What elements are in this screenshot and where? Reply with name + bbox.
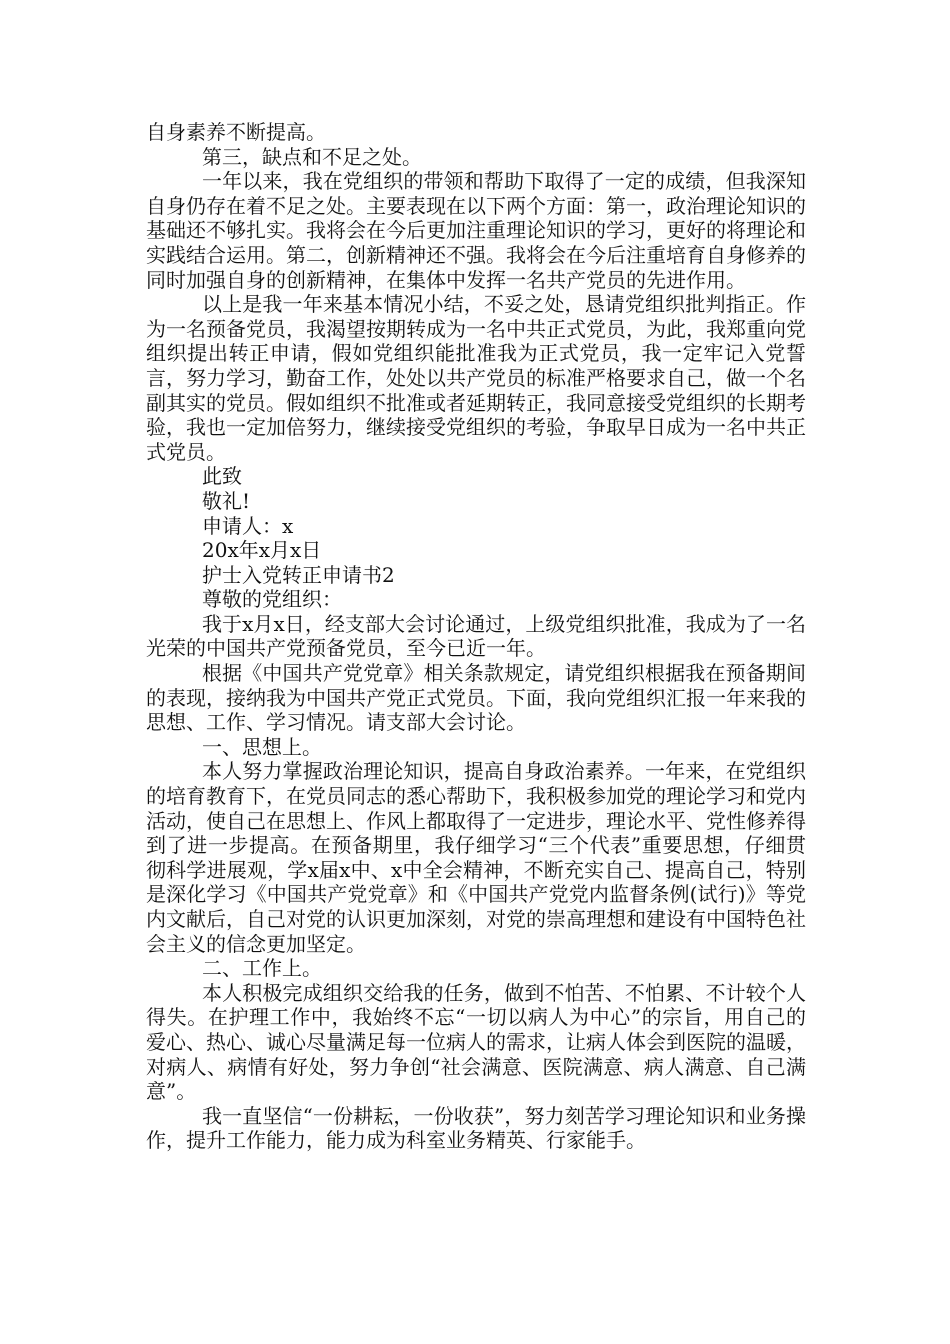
paragraph: 自身素养不断提高。 [146,120,326,144]
closing-regards: 敬礼! [202,488,251,513]
subheading: 二、工作上。 [202,956,322,981]
document-date: 20x年x月x日 [202,538,322,563]
subheading: 一、思想上。 [202,734,322,759]
applicant-signature: 申请人：x [202,513,294,538]
paragraph: 我于x月x日，经支部大会讨论通过，上级党组织批准，我成为了一名光荣的中国共产党预备党员，至今已近一年。 [146,611,806,661]
paragraph: 以上是我一年来基本情况小结，不妥之处，恳请党组织批判指正。作为一名预备党员，我渴望按期转成为一名中共正式党员，为此，我郑重向党组织提出转正申请，假如党组织能批准我为正式党员，我一定牢记入党誓言，努力学习，勤奋工作，处处以共产党员的标准严格要求自己，做一个名副其实的党员。假如组织不批准或者延期转正，我同意接受党组织的长期考验，我也一定加倍努力，继续接受党组织的考验，争取早日成为一名中共正式党员。 [146,292,806,464]
section-title: 护士入党转正申请书2 [202,562,395,587]
paragraph: 本人积极完成组织交给我的任务，做到不怕苦、不怕累、不计较个人得失。在护理工作中，我始终不忘“一切以病人为中心”的宗旨，用自己的爱心、热心、诚心尽量满足每一位病人的需求，让病人体会到医院的温暖，对病人、病情有好处，努力争创“社会满意、医院满意、病人满意、自己满意”。 [146,980,806,1104]
paragraph: 根据《中国共产党党章》相关条款规定，请党组织根据我在预备期间的表现，接纳我为中国共产党正式党员。下面，我向党组织汇报一年来我的思想、工作、学习情况。请支部大会讨论。 [146,661,806,735]
paragraph: 第三，缺点和不足之处。 [202,144,422,169]
paragraph: 一年以来，我在党组织的带领和帮助下取得了一定的成绩，但我深知自身仍存在着不足之处。主要表现在以下两个方面：第一，政治理论知识的基础还不够扎实。我将会在今后更加注重理论知识的学习，更好的将理论和实践结合运用。第二，创新精神还不强。我将会在今后注重培育自身修养的同时加强自身的创新精神，在集体中发挥一名共产党员的先进作用。 [146,169,806,292]
paragraph: 我一直坚信“一份耕耘，一份收获”，努力刻苦学习理论知识和业务操作，提升工作能力，能力成为科室业务精英、行家能手。 [146,1103,806,1153]
paragraph: 本人努力掌握政治理论知识，提高自身政治素养。一年来，在党组织的培育教育下，在党员同志的悉心帮助下，我积极参加党的理论学习和党内活动，使自己在思想上、作风上都取得了一定进步，理论水平、党性修养得到了进一步提高。在预备期里，我仔细学习“三个代表”重要思想，仔细贯彻科学进展观，学x届x中、x中全会精神，不断充实自己、提高自己，特别是深化学习《中国共产党党章》和《中国共产党党内监督条例(试行)》等党内文献后，自己对党的认识更加深刻，对党的崇高理想和建设有中国特色社会主义的信念更加坚定。 [146,759,806,956]
closing-salutation: 此致 [202,464,242,489]
document-body [146,120,806,1153]
greeting: 尊敬的党组织： [202,587,342,612]
